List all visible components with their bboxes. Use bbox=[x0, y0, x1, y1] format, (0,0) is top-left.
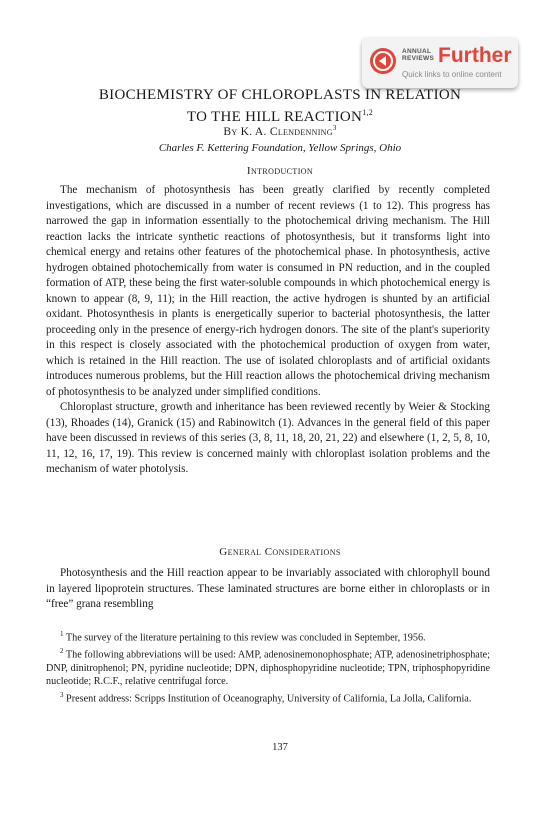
footnote-3: $^3$ Present address: Scripps Institution of Oceanography, University of California, La Jolla, California. bbox=[60, 690, 472, 705]
badge-brand: ANNUAL REVIEWS bbox=[402, 48, 435, 62]
title-line-1: BIOCHEMISTRY OF CHLOROPLASTS IN RELATION bbox=[98, 87, 462, 103]
badge-subtitle: Quick links to online content bbox=[402, 70, 502, 79]
footnote-1: $^1$ The survey of the literature pertaining to this review was concluded in September, 1956. bbox=[60, 630, 426, 644]
author-line bbox=[60, 124, 500, 138]
further-arrow-icon bbox=[370, 48, 396, 74]
footnote-2-mark: 2 bbox=[60, 646, 64, 655]
badge-title: Further bbox=[438, 44, 512, 67]
author-footnote-mark: 3 bbox=[332, 124, 337, 132]
author-affiliation: Charles F. Kettering Foundation, Yellow Springs, Ohio bbox=[158, 142, 402, 154]
paragraph-2: Chloroplast structure, growth and inheritance has been reviewed recently by Weier & Stocking (13), Rhoades (14), Granick (15) and Rabinowitch (1). Advances in the general field of this paper have been discussed in reviews of this series (3, 8, 11, 18, 20, 21, 22) and elsewhere (1, 2, 5, 8, 10, 11, 12, 16, 17, 19). This review is concerned mainly with chloroplast isolation problems and the mechanism of water photolysis. bbox=[46, 401, 490, 475]
paragraph-3: Photosynthesis and the Hill reaction appear to be invariably associated with chlorophyll bound in layered lipoprotein structures. These laminated structures are borne either in chloroplasts or in “free” grana resembling bbox=[46, 567, 490, 610]
title-line-2: TO THE HILL REACTION bbox=[186, 109, 363, 125]
page-number: 137 bbox=[272, 742, 288, 753]
paragraph-1: The mechanism of photosynthesis has been greatly clarified by recently completed investigations, which are discussed in a number of recent reviews (1 to 12). This progress has narrowed the gap in information essentially to the photochemical driving mechanism. The Hill reaction lacks the intricate synthetic reactions of photosynthesis, but it transforms light into chemical energy and retains other features of the photochemical phase. In photosynthesis, active hydrogen obtained photochemically from water is consumed in PN reduction, and in the coupled formation of ATP, these being the first water-soluble compounds in which photochemical energy is known to appear (8, 9, 11); in the Hill reaction, the active hydrogen is shunted by an artificial oxidant. Photosynthesis in plants is energetically superior to bacterial photosynthesis, the latter proceeding only in the presence of energy-rich hydrogen donors. The site of the plant's superiority in this respect is closely associated with the photochemical production of oxygen from water, which is retained in the Hill reaction. The use of isolated chloroplasts and of artificial oxidants introduces numerous problems, but the Hill reaction allows the photochemical driving mechanism of photosynthesis to be analyzed under simplified conditions. bbox=[46, 184, 490, 398]
title-footnote-marks: 1,2 bbox=[362, 108, 374, 117]
footnote-2: $^2$ The following abbreviations will be used: AMP, adenosinemonophosphate; ATP, adenosinetriphosphate; DNP, dinitrophenol; PN, pyridine nucleotide; DPN, diphosphopyridine nucleotide; TPN, triphosphopyridine nucleotide; R.C.F., relative centrifugal force. bbox=[46, 646, 491, 688]
footnote-1-mark: 1 bbox=[60, 630, 64, 638]
footnotes bbox=[46, 628, 490, 706]
general-considerations-heading: General Considerations bbox=[219, 546, 341, 558]
general-considerations-body bbox=[46, 566, 490, 613]
further-links-badge[interactable] bbox=[362, 38, 518, 88]
author-by: By bbox=[223, 125, 238, 138]
author-name: K. A. Clendenning bbox=[240, 125, 333, 138]
article-title bbox=[60, 86, 500, 126]
footnote-3-mark: 3 bbox=[60, 690, 64, 699]
introduction-heading: Introduction bbox=[246, 165, 314, 177]
introduction-body bbox=[46, 183, 490, 478]
